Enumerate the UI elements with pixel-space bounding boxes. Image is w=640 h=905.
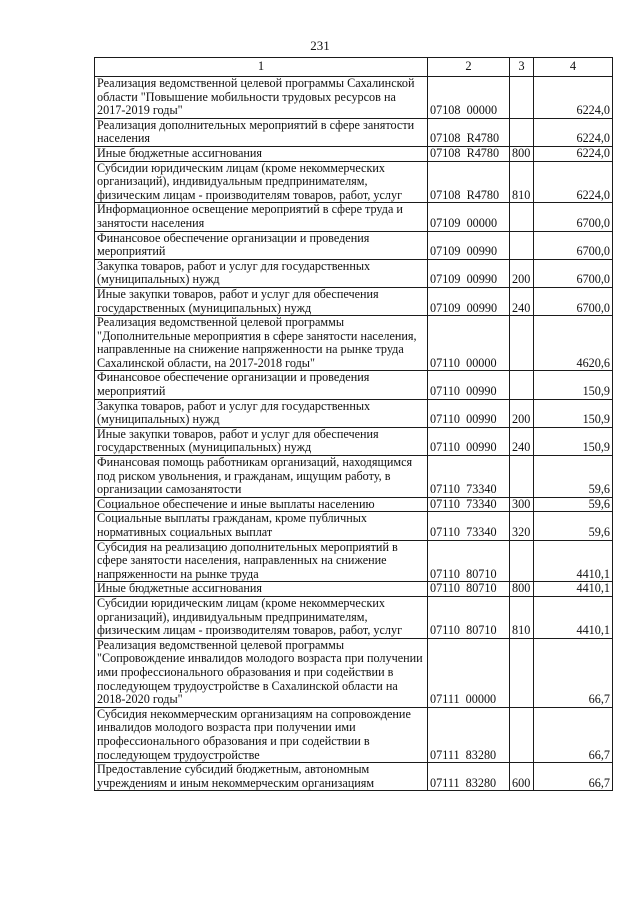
row-sum-cell: 6700,0: [534, 259, 613, 287]
row-name-cell: Предоставление субсидий бюджетным, автономным учреждениям и иным некоммерческим организациям: [95, 763, 428, 791]
row-code-cell: 07108 00000: [428, 77, 510, 119]
row-sum-cell: 66,7: [534, 638, 613, 707]
table-row: [95, 707, 613, 762]
table-row: [95, 399, 613, 427]
row-code-cell: 07109 00990: [428, 231, 510, 259]
row-sum-cell: 59,6: [534, 512, 613, 540]
table-row: [95, 497, 613, 512]
row-sum-cell: 6700,0: [534, 203, 613, 231]
row-name-cell: Иные бюджетные ассигнования: [95, 582, 428, 597]
row-name-cell: Иные закупки товаров, работ и услуг для обеспечения государственных (муниципальных) нужд: [95, 427, 428, 455]
table-row: [95, 763, 613, 791]
row-type-cell: 600: [510, 763, 534, 791]
column-header-name: 1: [95, 58, 428, 77]
table-row: [95, 77, 613, 119]
row-sum-cell: 6700,0: [534, 231, 613, 259]
row-sum-cell: 4410,1: [534, 582, 613, 597]
row-code-cell: 07111 00000: [428, 638, 510, 707]
row-type-cell: [510, 231, 534, 259]
table-row: [95, 596, 613, 638]
row-type-cell: [510, 77, 534, 119]
row-name-cell: Социальные выплаты гражданам, кроме публичных нормативных социальных выплат: [95, 512, 428, 540]
row-type-cell: 200: [510, 399, 534, 427]
column-header-code: 2: [428, 58, 510, 77]
page-number: 231: [310, 38, 330, 53]
row-code-cell: 07110 00990: [428, 399, 510, 427]
table-row: [95, 456, 613, 498]
table-row: [95, 146, 613, 161]
row-sum-cell: 6224,0: [534, 77, 613, 119]
row-sum-cell: 150,9: [534, 399, 613, 427]
table-row: [95, 161, 613, 203]
row-name-cell: Информационное освещение мероприятий в сфере труда и занятости населения: [95, 203, 428, 231]
row-name-cell: Субсидия на реализацию дополнительных мероприятий в сфере занятости населения, направленных на снижение напряженности на рынке труда: [95, 540, 428, 582]
row-code-cell: 07110 80710: [428, 540, 510, 582]
row-name-cell: Субсидии юридическим лицам (кроме некоммерческих организаций), индивидуальным предпринимателям, физическим лицам - производителям товаров, работ, услуг: [95, 161, 428, 203]
row-code-cell: 07110 73340: [428, 497, 510, 512]
row-sum-cell: 6224,0: [534, 146, 613, 161]
row-type-cell: 200: [510, 259, 534, 287]
table-row: [95, 638, 613, 707]
table-row: [95, 203, 613, 231]
row-type-cell: 810: [510, 596, 534, 638]
column-header-type: 3: [510, 58, 534, 77]
row-name-cell: Иные закупки товаров, работ и услуг для обеспечения государственных (муниципальных) нужд: [95, 287, 428, 315]
row-type-cell: [510, 456, 534, 498]
row-sum-cell: 6224,0: [534, 161, 613, 203]
table-row: [95, 371, 613, 399]
row-type-cell: 300: [510, 497, 534, 512]
row-name-cell: Иные бюджетные ассигнования: [95, 146, 428, 161]
row-type-cell: 810: [510, 161, 534, 203]
row-type-cell: 320: [510, 512, 534, 540]
row-code-cell: 07110 73340: [428, 512, 510, 540]
row-name-cell: Закупка товаров, работ и услуг для государственных (муниципальных) нужд: [95, 399, 428, 427]
row-code-cell: 07110 80710: [428, 596, 510, 638]
row-code-cell: 07110 00990: [428, 371, 510, 399]
row-type-cell: [510, 118, 534, 146]
row-sum-cell: 59,6: [534, 497, 613, 512]
table-row: [95, 287, 613, 315]
table-row: [95, 512, 613, 540]
row-sum-cell: 66,7: [534, 763, 613, 791]
row-name-cell: Социальное обеспечение и иные выплаты населению: [95, 497, 428, 512]
row-sum-cell: 150,9: [534, 371, 613, 399]
row-sum-cell: 4410,1: [534, 596, 613, 638]
table-row: [95, 427, 613, 455]
row-code-cell: 07108 R4780: [428, 146, 510, 161]
row-name-cell: Реализация ведомственной целевой программы Сахалинской области "Повышение мобильности трудовых ресурсов на 2017-2019 годы": [95, 77, 428, 119]
table-header-row: [95, 58, 613, 77]
table-row: [95, 231, 613, 259]
row-type-cell: [510, 707, 534, 762]
row-sum-cell: 6224,0: [534, 118, 613, 146]
row-type-cell: 800: [510, 146, 534, 161]
row-type-cell: [510, 316, 534, 371]
row-code-cell: 07110 00990: [428, 427, 510, 455]
row-name-cell: Финансовое обеспечение организации и проведения мероприятий: [95, 231, 428, 259]
row-type-cell: 240: [510, 427, 534, 455]
row-name-cell: Закупка товаров, работ и услуг для государственных (муниципальных) нужд: [95, 259, 428, 287]
row-code-cell: 07109 00990: [428, 287, 510, 315]
row-code-cell: 07111 83280: [428, 763, 510, 791]
row-sum-cell: 4620,6: [534, 316, 613, 371]
row-sum-cell: 66,7: [534, 707, 613, 762]
budget-table: [94, 57, 613, 791]
table-row: [95, 540, 613, 582]
row-type-cell: [510, 371, 534, 399]
row-name-cell: Реализация ведомственной целевой программы "Дополнительные мероприятия в сфере занятости населения, направленные на снижение напряженности на рынке труда Сахалинской области, на 2017-2018 годы": [95, 316, 428, 371]
row-type-cell: [510, 540, 534, 582]
row-name-cell: Реализация ведомственной целевой программы "Сопровождение инвалидов молодого возраста при получении ими профессионального образования и при содействии в последующем трудоустройстве в Сахалинской области на 2018-2020 годы": [95, 638, 428, 707]
row-name-cell: Реализация дополнительных мероприятий в сфере занятости населения: [95, 118, 428, 146]
row-name-cell: Субсидия некоммерческим организациям на сопровождение инвалидов молодого возраста при получении ими профессионального образования и при содействии в последующем трудоустройстве: [95, 707, 428, 762]
row-sum-cell: 6700,0: [534, 287, 613, 315]
table-row: [95, 582, 613, 597]
row-code-cell: 07110 73340: [428, 456, 510, 498]
column-header-sum: 4: [534, 58, 613, 77]
row-type-cell: 240: [510, 287, 534, 315]
row-code-cell: 07110 80710: [428, 582, 510, 597]
row-code-cell: 07108 R4780: [428, 118, 510, 146]
row-sum-cell: 4410,1: [534, 540, 613, 582]
row-type-cell: [510, 203, 534, 231]
row-code-cell: 07110 00000: [428, 316, 510, 371]
row-code-cell: 07109 00000: [428, 203, 510, 231]
table-row: [95, 118, 613, 146]
row-sum-cell: 150,9: [534, 427, 613, 455]
row-code-cell: 07108 R4780: [428, 161, 510, 203]
row-code-cell: 07109 00990: [428, 259, 510, 287]
table-row: [95, 259, 613, 287]
row-type-cell: [510, 638, 534, 707]
row-code-cell: 07111 83280: [428, 707, 510, 762]
table-row: [95, 316, 613, 371]
row-type-cell: 800: [510, 582, 534, 597]
row-name-cell: Финансовая помощь работникам организаций, находящимся под риском увольнения, и гражданам, ищущим работу, в организации самозанятости: [95, 456, 428, 498]
row-sum-cell: 59,6: [534, 456, 613, 498]
row-name-cell: Финансовое обеспечение организации и проведения мероприятий: [95, 371, 428, 399]
row-name-cell: Субсидии юридическим лицам (кроме некоммерческих организаций), индивидуальным предпринимателям, физическим лицам - производителям товаров, работ, услуг: [95, 596, 428, 638]
